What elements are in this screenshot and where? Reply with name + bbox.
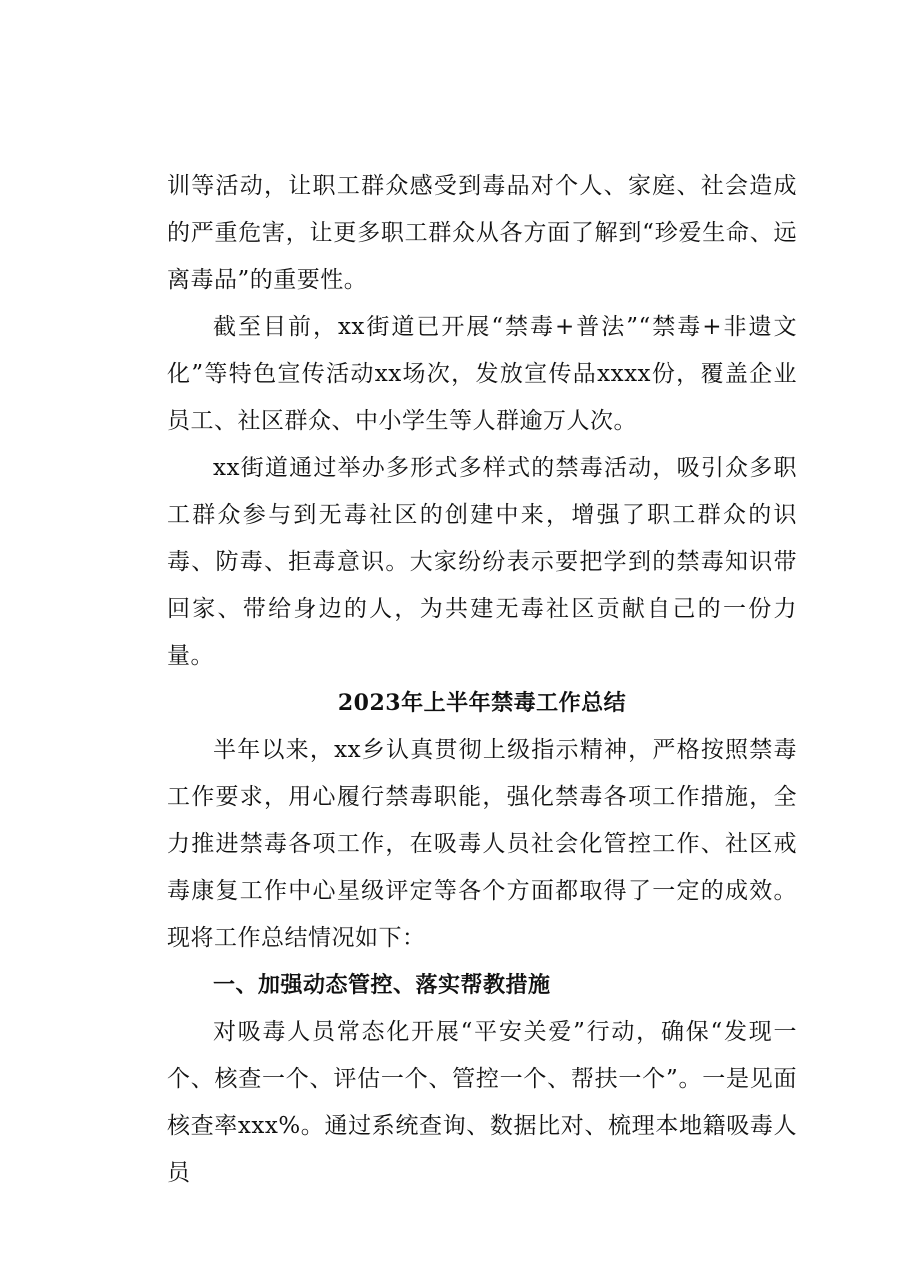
paragraph-continuation: 训等活动，让职工群众感受到毒品对个人、家庭、社会造成的严重危害，让更多职工群众从各方面了解到“珍爱生命、远离毒品”的重要性。 [167, 173, 797, 293]
paragraph-intro: 半年以来，xx乡认真贯彻上级指示精神，严格按照禁毒工作要求，用心履行禁毒职能，强化禁毒各项工作措施，全力推进禁毒各项工作，在吸毒人员社会化管控工作、社区戒毒康复工作中心星级评定等各个方面都取得了一定的成效。现将工作总结情况如下： [167, 737, 797, 951]
paragraph-section-1: 对吸毒人员常态化开展“平安关爱”行动，确保“发现一个、核查一个、评估一个、管控一个、帮扶一个”。一是见面核查率xxx%。通过系统查询、数据比对、梳理本地籍吸毒人员 [167, 1019, 797, 1186]
paragraph-activity-effect: xx街道通过举办多形式多样式的禁毒活动，吸引众多职工群众参与到无毒社区的创建中来，增强了职工群众的识毒、防毒、拒毒意识。大家纷纷表示要把学到的禁毒知识带回家、带给身边的人，为共建无毒社区贡献自己的一份力量。 [167, 455, 797, 669]
document-title: 2023年上半年禁毒工作总结 [337, 690, 627, 716]
paragraph-activity-stats: 截至目前，xx街道已开展“禁毒+普法”“禁毒+非遗文化”等特色宣传活动xx场次，发放宣传品xxxx份，覆盖企业员工、社区群众、中小学生等人群逾万人次。 [167, 314, 797, 434]
section-heading-1: 一、加强动态管控、落实帮教措施 [213, 973, 551, 998]
document-body [167, 163, 797, 1197]
